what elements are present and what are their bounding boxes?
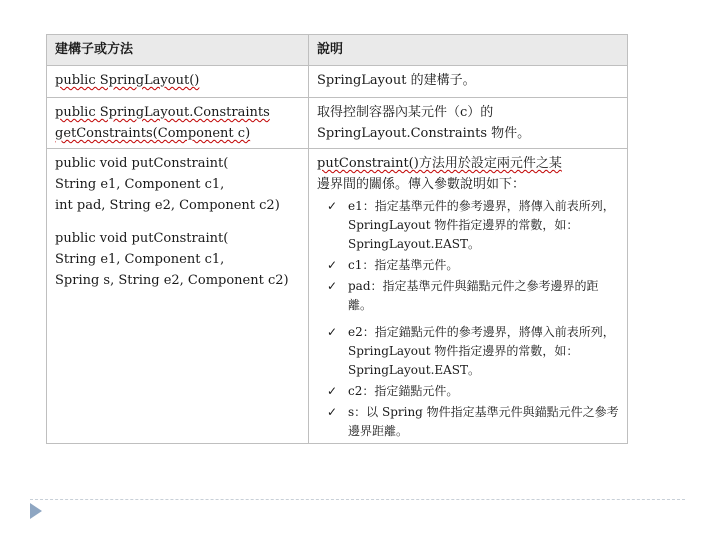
method-line: int pad, String e2, Component c2) (55, 198, 280, 213)
method-line: public void putConstraint( (55, 156, 229, 171)
parameter-text: e1：指定基準元件的參考邊界，將傳入前表所列，SpringLayout 物件指定邊界的常數，如：SpringLayout.EAST。 (348, 199, 615, 251)
table-header-row (47, 35, 628, 66)
description-line: 邊界間的關係。傳入參數說明如下： (317, 177, 526, 192)
table-row (47, 98, 628, 149)
description-cell (309, 66, 628, 98)
checkmark-icon: ✓ (327, 325, 338, 339)
checkmark-icon: ✓ (327, 279, 338, 293)
method-cell (47, 98, 309, 149)
method-cell (47, 66, 309, 98)
description-cell (309, 98, 628, 149)
list-item (327, 197, 619, 254)
parameter-text: e2：指定錨點元件的參考邊界，將傳入前表所列，SpringLayout 物件指定邊界的常數，如：SpringLayout.EAST。 (348, 325, 615, 377)
checkmark-icon: ✓ (327, 258, 338, 272)
description-line: 取得控制容器內某元件（c）的 (317, 105, 494, 120)
header-method: 建構子或方法 (47, 35, 309, 66)
parameter-text: s：以 Spring 物件指定基準元件與錨點元件之參考邊界距離。 (348, 405, 619, 438)
list-item (327, 277, 619, 315)
description-line: SpringLayout 的建構子。 (317, 73, 476, 88)
parameter-text: c2：指定錨點元件。 (348, 384, 459, 398)
method-line: getConstraints(Component c) (55, 126, 251, 141)
parameter-text: pad：指定基準元件與錨點元件之參考邊界的距離。 (348, 279, 599, 312)
method-line: String e1, Component c1, (55, 177, 225, 192)
header-description: 說明 (309, 35, 628, 66)
list-item (327, 323, 619, 380)
parameter-list (317, 197, 619, 441)
description-line: SpringLayout.Constraints 物件。 (317, 126, 531, 141)
next-slide-arrow-icon[interactable] (30, 503, 42, 519)
method-line: Spring s, String e2, Component c2) (55, 273, 289, 288)
method-line: public void putConstraint( (55, 231, 229, 246)
list-item (327, 382, 619, 401)
method-line: public SpringLayout() (55, 73, 200, 88)
table-row (47, 149, 628, 444)
parameter-text: c1：指定基準元件。 (348, 258, 459, 272)
checkmark-icon: ✓ (327, 199, 338, 213)
method-cell (47, 149, 309, 444)
api-table (46, 34, 628, 444)
method-line: String e1, Component c1, (55, 252, 225, 267)
table-row (47, 66, 628, 98)
list-item (327, 403, 619, 441)
checkmark-icon: ✓ (327, 405, 338, 419)
slide-divider (30, 499, 685, 500)
list-item (327, 256, 619, 275)
method-line: public SpringLayout.Constraints (55, 105, 270, 120)
description-cell (309, 149, 628, 444)
checkmark-icon: ✓ (327, 384, 338, 398)
description-line: putConstraint()方法用於設定兩元件之某 (317, 156, 562, 171)
